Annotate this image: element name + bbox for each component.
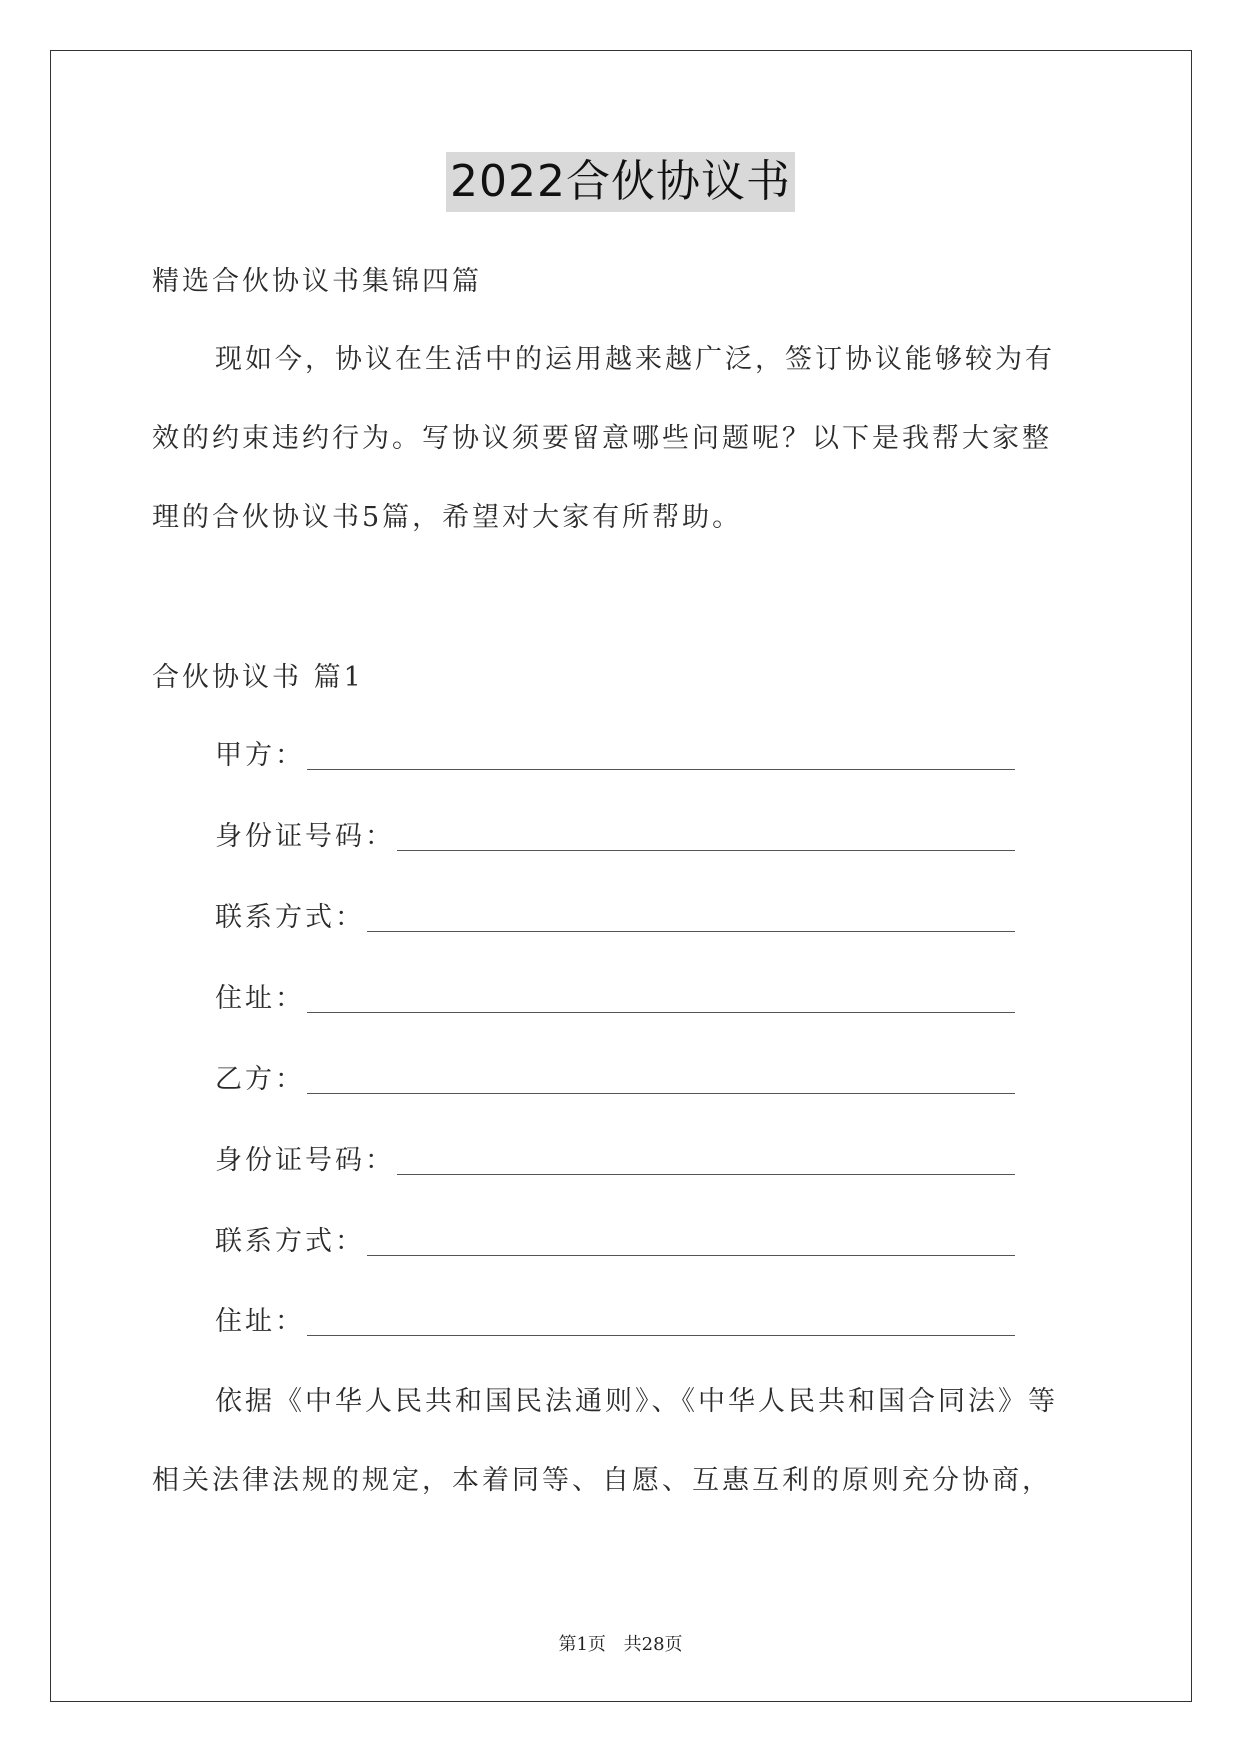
body-line-1: 依据《中华人民共和国民法通则》、《中华人民共和国合同法》等 [215,1386,1058,1417]
field-label: 身份证号码： [215,821,395,852]
field-party-a-id-number [215,817,1015,857]
fill-in-blank [307,1092,1015,1094]
page-number: 第1页 [558,1634,606,1655]
field-label: 甲方： [215,740,305,771]
fill-in-blank [307,1334,1015,1336]
intro-line-2: 效的约束违约行为。写协议须要留意哪些问题呢？以下是我帮大家整 [152,423,1052,454]
field-label: 住址： [215,983,305,1014]
section-heading: 合伙协议书 篇1 [152,662,364,693]
field-party-a-address [215,979,1015,1019]
field-party-b [215,1060,1015,1100]
field-label: 身份证号码： [215,1145,395,1176]
document-title: 2022合伙协议书 [446,152,795,212]
field-label: 乙方： [215,1064,305,1095]
fill-in-blank [367,1254,1015,1256]
field-party-b-address [215,1302,1015,1342]
fill-in-blank [367,930,1015,932]
field-party-b-contact [215,1222,1015,1262]
body-line-2: 相关法律法规的规定，本着同等、自愿、互惠互利的原则充分协商， [152,1465,1052,1496]
fill-in-blank [397,1173,1015,1175]
fill-in-blank [307,768,1015,770]
field-label: 联系方式： [215,1226,365,1257]
page-total: 共28页 [623,1634,683,1655]
field-party-a [215,736,1015,776]
fill-in-blank [397,849,1015,851]
intro-line-1: 现如今，协议在生活中的运用越来越广泛，签订协议能够较为有 [215,344,1055,375]
field-label: 住址： [215,1306,305,1337]
intro-line-3: 理的合伙协议书5篇，希望对大家有所帮助。 [152,502,743,533]
page-footer [0,1630,1241,1656]
fill-in-blank [307,1011,1015,1013]
document-subtitle: 精选合伙协议书集锦四篇 [152,266,482,297]
title-container [0,152,1241,212]
field-party-a-contact [215,898,1015,938]
field-label: 联系方式： [215,902,365,933]
field-party-b-id-number [215,1141,1015,1181]
